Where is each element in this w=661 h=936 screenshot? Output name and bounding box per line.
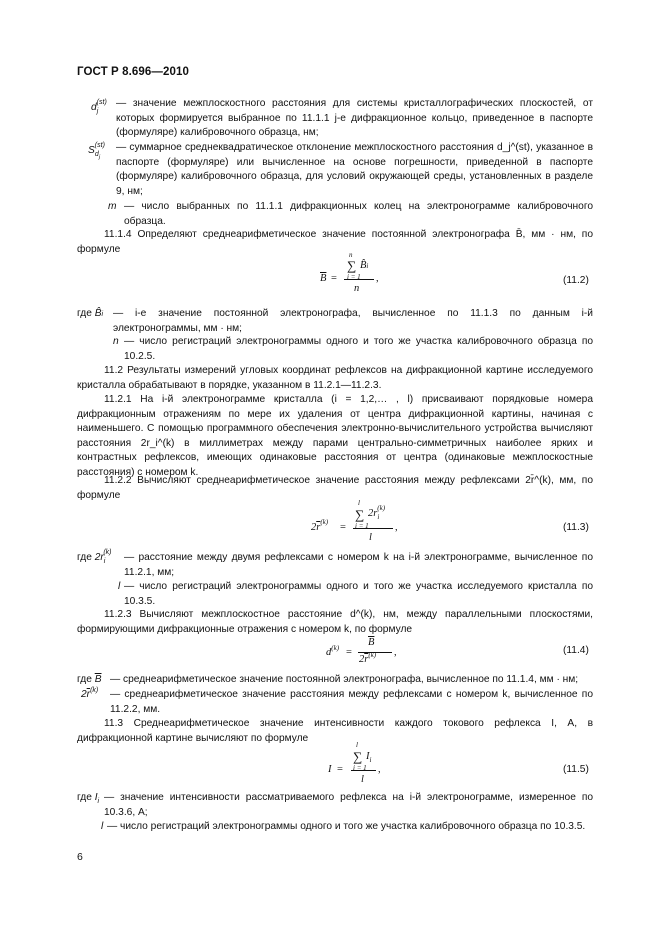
paragraph-11-3: 11.3 Среднеарифметическое значение интенсивности каждого токового рефлекса I, А, в дифракционной картине вычисляют по формуле: [77, 718, 593, 744]
def-bi-text: — i-е значение постоянной электронографа, вычисленное по 11.1.3 по данным i-й электронограммы, мм · нм;: [113, 308, 593, 334]
def-2ri-text: — расстояние между двумя рефлексами с номером k на i-й электронограмме, вычисленное по 11.2.1, мм;: [124, 552, 593, 578]
def-dj-text: [116, 97, 593, 141]
def-symbol-n: n: [113, 336, 119, 347]
paragraph-11-2: 11.2 Результаты измерений угловых координат рефлексов на дифракционной картине исследуемого кристалла обрабатывают в порядке, указанном в 11.2.1—11.2.3.: [77, 365, 593, 391]
paragraph-11-2-1: 11.2.1 На i-й электронограмме кристалла (i = 1,2,… , l) присваивают порядковые номера дифракционным отражениям по мере их удаления от центра дифракционной картины, начиная с наименьшего. С помощью программного обеспечения электронно-вычислительного устройства вычисляют расстояния 2r_i^(k) в миллиметрах между парами центрально-симметричных наиболее ярких и контрастных рефлексов, имеющих одинаковые расстояния от центра (одинаковые межплоскостные расстояния) с номером k.: [77, 394, 593, 478]
equation-11-5: I = ∑ l i = 1 $I_i$ l ,: [328, 741, 381, 785]
def-symbol-ii: где $I_i$: [77, 792, 100, 805]
equation-11-4: $d^{(k)}$ = $\overline{B}$ $2\overline{r}^{(k)}$ ,: [326, 637, 397, 665]
def-2rbar-text: — среднеарифметическое значение расстояния между рефлексами с номером k, вычисленное по 11.2.2, мм.: [110, 689, 593, 715]
def-symbol-l: l: [118, 581, 121, 592]
paragraph-11-1-4: 11.1.4 Определяют среднеарифметическое значение постоянной электронографа B̄, мм · нм, по формуле: [77, 229, 593, 255]
def-symbol-bi: где B̂i: [77, 308, 104, 319]
def-symbol-bbar: где $\overline{B}$: [77, 674, 102, 685]
document-header: ГОСТ Р 8.696—2010: [77, 66, 189, 78]
equation-11-4-number: (11.4): [563, 645, 589, 656]
def-m-text: [124, 200, 593, 229]
def-symbol-2ri: где $2r_i^{(k)}$: [77, 549, 112, 565]
def-symbol-2rbar: $2\overline{r}^{(k)}$: [81, 687, 99, 700]
equation-11-5-number: (11.5): [563, 764, 589, 775]
def-sdj-body: — суммарное среднеквадратическое отклонение межплоскостного расстояния d_j^(st), указанное в паспорте (формуляре) или вычисленное на основе погрешности, приведенной в паспорте (формуляре) калибровочного образца, для условий окружающей среды, установленных в разделе 9, нм;: [116, 142, 593, 197]
equation-11-3: $2\overline{r}^{(k)}$ = ∑ l i = 1 $2r_i^{(k)}$ l ,: [311, 499, 398, 543]
equation-11-3-number: (11.3): [563, 522, 589, 533]
equation-11-2: $\overline{B}$ = ∑ n i = 1 B̂i n ,: [320, 251, 379, 294]
def-symbol-dj: $d^{(st)}_j$: [91, 99, 107, 115]
def-symbol-l2: l: [101, 821, 104, 832]
def-m-body: — число выбранных по 11.1.1 дифракционных колец на электронограмме калибровочного образца.: [124, 201, 593, 227]
paragraph-11-2-2: 11.2.2 Вычисляют среднеарифметическое значение расстояния между рефлексами 2r̄^(k), мм, по формуле: [77, 475, 593, 501]
def-ii-text: — значение интенсивности рассматриваемого рефлекса на i-й электронограмме, измеренное по 10.3.6, А;: [104, 792, 593, 818]
def-bbar-text: — среднеарифметическое значение постоянной электронографа, вычисленное по 11.1.4, мм · нм;: [110, 674, 579, 685]
def-l2-text: — число регистраций электронограммы одного и того же участка калибровочного образца по 10.3.5.: [107, 821, 586, 832]
def-n-text: — число регистраций электронограммы одного и того же участка калибровочного образца по 10.2.5.: [124, 336, 593, 362]
def-symbol-m: m: [108, 201, 117, 212]
def-symbol-sdj: $S^{(st)}_{d_j}$: [88, 142, 105, 161]
def-sdj-text: [116, 141, 593, 199]
equation-11-2-number: (11.2): [563, 275, 589, 286]
page-number: 6: [77, 851, 83, 863]
paragraph-11-2-3: 11.2.3 Вычисляют межплоскостное расстояние d^(k), нм, между параллельными плоскостями, формирующими дифракционные отражения с номером k, по формуле: [77, 609, 593, 635]
def-l-text: — число регистраций электронограммы одного и того же участка исследуемого кристалла по 10.3.5.: [124, 581, 593, 607]
def-dj-body: — значение межплоскостного расстояния для системы кристаллографических плоскостей, от которых формируется выбранное по 11.1.1 j-е дифракционное кольцо, приведенное в паспорте (формуляре) калибровочного образца, нм;: [116, 98, 593, 138]
